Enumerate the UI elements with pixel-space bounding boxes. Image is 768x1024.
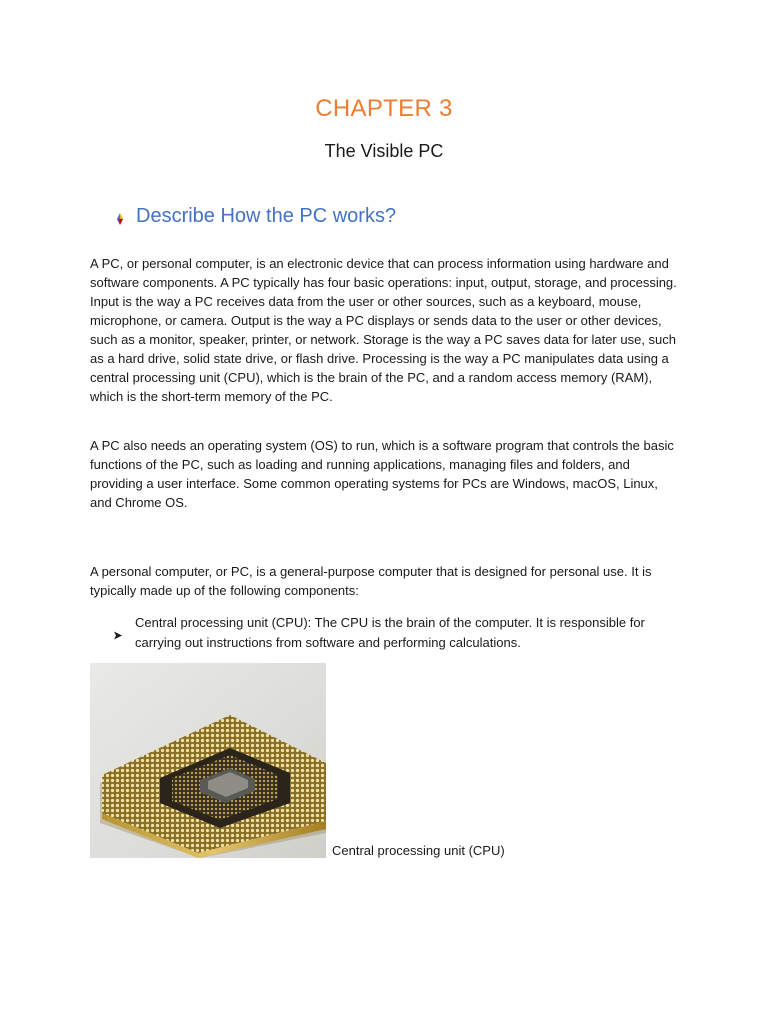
list-item-cpu <box>113 613 683 653</box>
arrow-bullet-icon <box>113 618 123 653</box>
list-item-text: Central processing unit (CPU): The CPU is the brain of the computer. It is responsible for carrying out instructions from software and performing calculations. <box>135 615 645 650</box>
chapter-subtitle: The Visible PC <box>324 141 444 161</box>
figure-caption: Central processing unit (CPU) <box>332 843 505 858</box>
paragraph-pc-overview: A PC, or personal computer, is an electronic device that can process information using hardware and software components. A PC typically has four basic operations: input, output, storage, and processing. Input is the way a PC receives data from the user or other sources, such as a keyboard, mouse, microphone, or camera. Output is the way a PC displays or sends data to the user or other devices, such as a monitor, speaker, printer, or network. Storage is the way a PC saves data for later use, such as a hard drive, solid state drive, or flash drive. Processing is the way a PC manipulates data using a central processing unit (CPU), which is the brain of the PC, and a random access memory (RAM), which is the short-term memory of the PC. <box>90 256 677 404</box>
colorful-diamond-bullet-icon <box>113 212 127 226</box>
paragraph-components-intro: A personal computer, or PC, is a general-purpose computer that is designed for personal use. It is typically made up of the following components: <box>90 564 652 598</box>
cpu-photo <box>90 663 326 858</box>
chapter-title: CHAPTER 3 <box>315 95 453 122</box>
section-heading-text: Describe How the PC works? <box>136 205 397 227</box>
paragraph-operating-system: A PC also needs an operating system (OS) to run, which is a software program that controls the basic functions of the PC, such as loading and running applications, managing files and folders, and providing a user interface. Some common operating systems for PCs are Windows, macOS, Linux, and Chrome OS. <box>90 438 674 510</box>
section-heading <box>113 205 396 228</box>
